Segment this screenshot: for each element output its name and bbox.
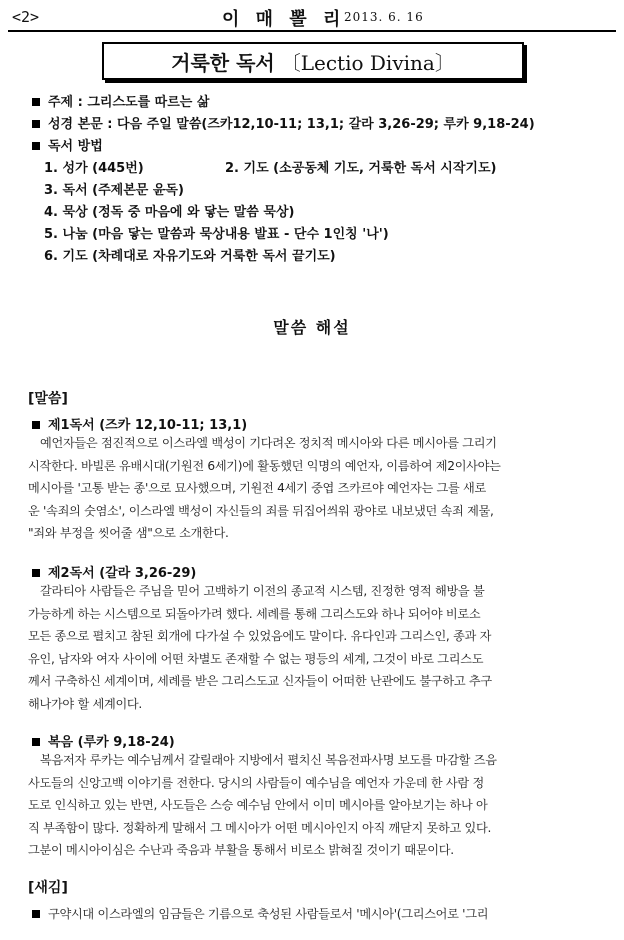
- body-line: 께서 구축하신 세계이며, 세례를 받은 그리스도교 신자들이 어떠한 난관에도 불구하고 추구: [28, 674, 492, 689]
- method-step: [30, 158, 610, 180]
- step-2: 2. 기도 (소공동체 기도, 거룩한 독서 시작기도): [225, 161, 497, 176]
- method-label-row: [30, 136, 610, 158]
- body-line: 예언자들은 점진적으로 이스라엘 백성이 기다려온 정치적 메시아와 다른 메시아를 그리기: [40, 436, 497, 450]
- square-bullet-icon: [32, 120, 40, 128]
- reading-heading-3: 복음 (루카 9,18-24): [30, 731, 175, 750]
- square-bullet-icon: [32, 738, 40, 746]
- body-line: 유인, 남자와 여자 사이에 어떤 차별도 존재할 수 없는 평등의 세계, 그것이 바로 그리스도: [28, 651, 484, 666]
- lectio-title-box: [102, 42, 524, 80]
- commentary-title: 말씀 해설: [273, 318, 351, 337]
- header-divider: [8, 30, 616, 32]
- square-bullet-icon: [32, 98, 40, 106]
- method-step: [30, 246, 610, 268]
- scripture-row: [30, 114, 610, 136]
- square-bullet-icon: [32, 910, 40, 918]
- body-line: 직 부족함이 많다. 정확하게 말해서 그 메시아가 어떤 메시아인지 아직 깨닫지 못하고 있다.: [28, 820, 492, 835]
- reading-heading-2: 제2독서 (갈라 3,26-29): [30, 562, 196, 581]
- step-5: 5. 나눔 (마음 닿는 말씀과 묵상내용 발표 - 단수 1인칭 '나'): [44, 227, 389, 242]
- reading-body-3: [28, 749, 610, 862]
- body-line: 그분이 메시아이심은 수난과 죽음과 부활을 통해서 비로소 밝혀질 것이기 때문이다.: [28, 843, 454, 858]
- method-step: [30, 180, 610, 202]
- body-line: 메시아를 '고통 받는 종'으로 묘사했으며, 기원전 4세기 중엽 즈카르야 예언자는 그를 새로: [28, 481, 487, 496]
- reading-body-1: [28, 432, 610, 545]
- word-section-label: [말씀]: [28, 391, 68, 407]
- step-4: 4. 묵상 (정독 중 마음에 와 닿는 말씀 묵상): [44, 205, 295, 220]
- reflection-section-label: [새김]: [28, 880, 68, 896]
- square-bullet-icon: [32, 421, 40, 429]
- scripture-text: 성경 본문 : 다음 주일 말씀(즈카12,10-11; 13,1; 갈라 3,26-29; 루카 9,18-24): [48, 117, 535, 132]
- body-line: 도로 인식하고 있는 반면, 사도들은 스승 예수님 안에서 이미 메시아를 알아보기는 하나 아: [28, 798, 488, 813]
- reading-body-2: [28, 580, 610, 716]
- body-line: 모든 종으로 펼치고 참된 회개에 다가설 수 있었음에도 말이다. 유다인과 그리스인, 종과 자: [28, 629, 492, 644]
- step-6: 6. 기도 (차례대로 자유기도와 거룩한 독서 끝기도): [44, 249, 336, 264]
- theme-text: 주제 : 그리스도를 따르는 삶: [48, 95, 210, 110]
- body-line: 복음저자 루카는 예수님께서 갈릴래아 지방에서 펼치신 복음전파사명 보도를 마감할 즈음: [40, 753, 497, 767]
- method-step: [30, 224, 610, 246]
- method-label: 독서 방법: [48, 139, 103, 154]
- reflection-first-line: 구약시대 이스라엘의 임금들은 기름으로 축성된 사람들로서 '메시아'(그리스어로 '그리: [30, 905, 488, 922]
- body-line: 가능하게 하는 시스템으로 되돌아가려 했다. 세례를 통해 그리스도와 하나 되어야 비로소: [28, 606, 481, 621]
- step-3: 3. 독서 (주제본문 윤독): [44, 183, 184, 198]
- title-korean: 거룩한 독서: [171, 50, 275, 75]
- reading-heading-1: 제1독서 (즈카 12,10-11; 13,1): [30, 414, 247, 433]
- body-line: 갈라티아 사람들은 주님을 믿어 고백하기 이전의 종교적 시스템, 진정한 영적 해방을 불: [40, 584, 485, 598]
- body-line: 사도들의 신앙고백 이야기를 전한다. 당시의 사람들이 예수님을 예언자 가운데 한 사람 정: [28, 775, 484, 790]
- title-english: 〔Lectio Divina〕: [280, 50, 455, 75]
- body-line: "죄와 부정을 씻어줄 샘"으로 소개한다.: [28, 526, 229, 541]
- step-1: 1. 성가 (445번): [44, 161, 144, 176]
- issue-date: 2013. 6. 16: [344, 10, 424, 24]
- square-bullet-icon: [32, 142, 40, 150]
- body-line: 해나가야 할 세계이다.: [28, 696, 142, 711]
- method-step: [30, 202, 610, 224]
- body-line: 운 '속죄의 숫염소', 이스라엘 백성이 자신들의 죄를 뒤집어씌워 광야로 내보냈던 속죄 제물,: [28, 503, 494, 518]
- square-bullet-icon: [32, 569, 40, 577]
- reading-info: [30, 92, 610, 268]
- theme-row: [30, 92, 610, 114]
- page-header: [0, 0, 624, 32]
- newsletter-title: 이 매 뽈 리: [222, 9, 346, 30]
- body-line: 시작한다. 바빌론 유배시대(기원전 6세기)에 활동했던 익명의 예언자, 이름하여 제2이사야는: [28, 458, 501, 473]
- page-number: <2>: [12, 8, 40, 26]
